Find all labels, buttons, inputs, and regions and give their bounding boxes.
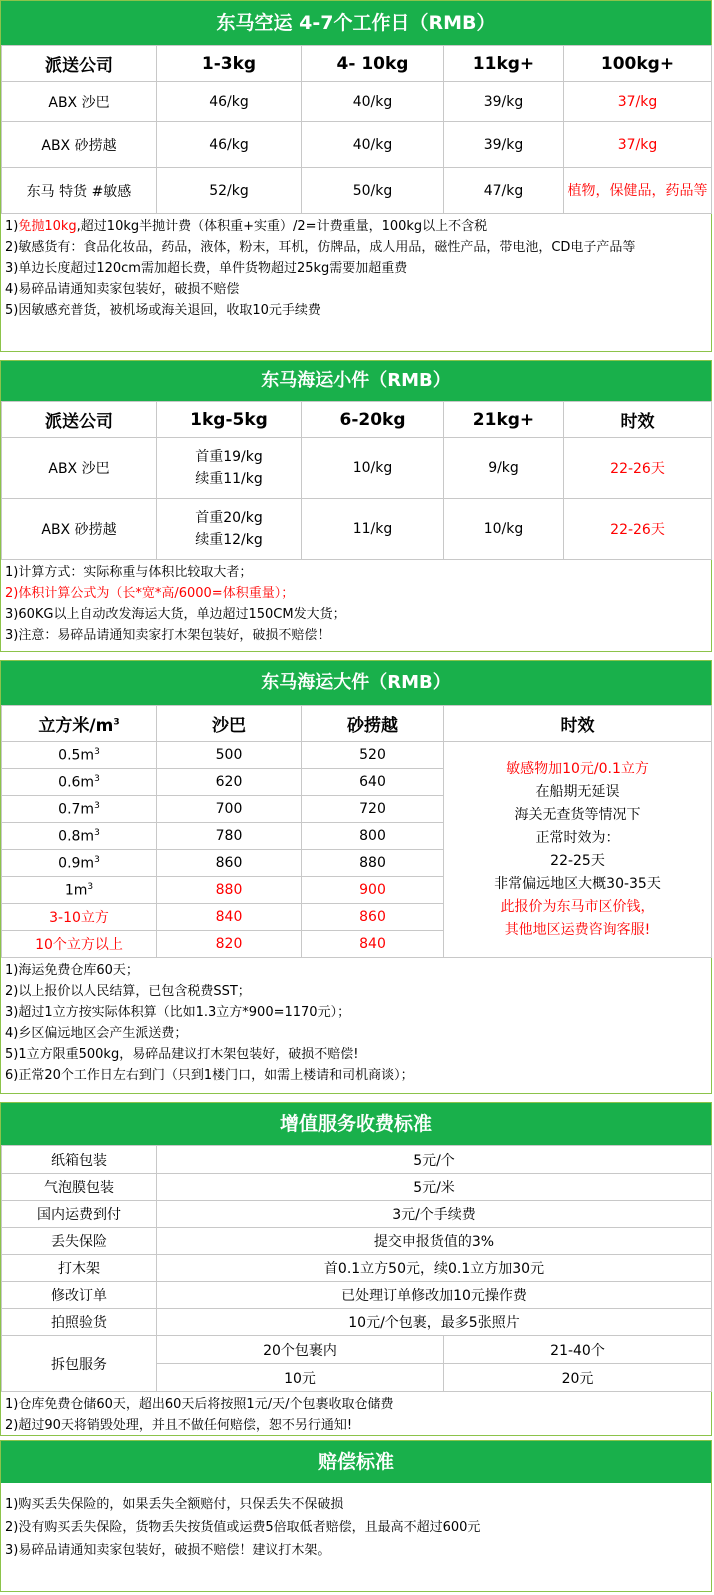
price-cell: 620 bbox=[157, 769, 302, 796]
note-line: 4)易碎品请通知卖家包装好，破损不赔偿 bbox=[5, 282, 240, 297]
time-cell: 22-26天 bbox=[564, 438, 712, 499]
split-tier-price: 20元 bbox=[444, 1364, 712, 1392]
table-row bbox=[2, 1146, 712, 1174]
price-cell: 800 bbox=[302, 823, 444, 850]
note-line: 4)乡区偏远地区会产生派送费； bbox=[5, 1026, 188, 1041]
price-cell: 640 bbox=[302, 769, 444, 796]
table-row bbox=[2, 1201, 712, 1228]
service-name: 气泡膜包装 bbox=[2, 1174, 157, 1201]
air-header-1-3kg: 1-3kg bbox=[157, 46, 302, 82]
weight-cell: 首重19/kg 续重11/kg bbox=[157, 438, 302, 499]
service-price: 5元/米 bbox=[157, 1174, 712, 1201]
note-line: 3)单边长度超过120cm需加超长费，单件货物超过25kg需要加超重费 bbox=[5, 261, 408, 276]
service-name: 拍照验货 bbox=[2, 1309, 157, 1336]
note-line: 3)易碎品请通知卖家包装好，破损不赔偿！建议打木架。 bbox=[5, 1543, 331, 1558]
service-price: 提交申报货值的3% bbox=[157, 1228, 712, 1255]
header-cell: 时效 bbox=[444, 706, 712, 742]
volume-cell: $0.9m^3$ bbox=[2, 850, 157, 877]
price-cell: 880 bbox=[157, 877, 302, 904]
air-price: 39/kg bbox=[444, 82, 564, 122]
table-row bbox=[2, 1228, 712, 1255]
air-header-row bbox=[2, 46, 712, 82]
sea-big-table bbox=[1, 705, 712, 958]
table-row bbox=[2, 168, 712, 214]
services-table bbox=[1, 1145, 712, 1392]
price-cell: 900 bbox=[302, 877, 444, 904]
header-cell: 砂捞越 bbox=[302, 706, 444, 742]
services-section bbox=[0, 1102, 712, 1436]
header-cell: 21kg+ bbox=[444, 402, 564, 438]
air-header-11kg: 11kg+ bbox=[444, 46, 564, 82]
air-title: 东马空运 4-7个工作日（RMB） bbox=[1, 1, 711, 45]
note-line: 5)1立方限重500kg，易碎品建议打木架包装好，破损不赔偿! bbox=[5, 1047, 359, 1062]
service-price: 5元/个 bbox=[157, 1146, 712, 1174]
table-row bbox=[2, 1336, 712, 1364]
air-notes bbox=[1, 214, 711, 323]
volume-cell: $0.5m^3$ bbox=[2, 742, 157, 769]
sea-small-header-row bbox=[2, 402, 712, 438]
compensation-notes bbox=[1, 1483, 711, 1564]
air-price: 46/kg bbox=[157, 82, 302, 122]
table-row bbox=[2, 122, 712, 168]
note-line: 2)以上报价以人民结算，已包含税费SST； bbox=[5, 984, 251, 999]
table-row bbox=[2, 1309, 712, 1336]
air-price: 52/kg bbox=[157, 168, 302, 214]
sea-small-title: 东马海运小件（RMB） bbox=[1, 361, 711, 401]
header-cell: 时效 bbox=[564, 402, 712, 438]
note-highlight: 免抛10kg bbox=[18, 219, 77, 234]
header-cell: 沙巴 bbox=[157, 706, 302, 742]
header-cell: 6-20kg bbox=[302, 402, 444, 438]
volume-cell: $0.8m^3$ bbox=[2, 823, 157, 850]
note-line: 2)敏感货有：食品化妆品，药品，液体，粉末，耳机，仿牌品，成人用品，磁性产品，带电池，CD电子产品等 bbox=[5, 240, 636, 255]
air-company: 东马 特货 #敏感 bbox=[2, 168, 157, 214]
price-cell: 500 bbox=[157, 742, 302, 769]
air-price: 47/kg bbox=[444, 168, 564, 214]
note-line: 1)购买丢失保险的，如果丢失全额赔付，只保丢失不保破损 bbox=[5, 1497, 344, 1512]
note-line: 3)60KG以上自动改发海运大货，单边超过150CM发大货； bbox=[5, 607, 346, 622]
sea-small-table bbox=[1, 401, 712, 560]
service-name: 打木架 bbox=[2, 1255, 157, 1282]
service-name: 国内运费到付 bbox=[2, 1201, 157, 1228]
service-price: 首0.1立方50元，续0.1立方加30元 bbox=[157, 1255, 712, 1282]
note-line: 3)超过1立方按实际体积算（比如1.3立方*900=1170元）； bbox=[5, 1005, 351, 1020]
service-price: 3元/个手续费 bbox=[157, 1201, 712, 1228]
price-cell: 11/kg bbox=[302, 499, 444, 560]
weight-cell: 首重20/kg 续重12/kg bbox=[157, 499, 302, 560]
note-line: 1)免抛10kg,超过10kg半抛计费（体积重+实重）/2=计费重量，100kg以上不含税 bbox=[5, 219, 488, 234]
note-line: 1)海运免费仓库60天； bbox=[5, 963, 139, 978]
service-name: 纸箱包装 bbox=[2, 1146, 157, 1174]
air-company: ABX 沙巴 bbox=[2, 82, 157, 122]
service-name: 拆包服务 bbox=[2, 1336, 157, 1392]
company-cell: ABX 沙巴 bbox=[2, 438, 157, 499]
price-cell: 780 bbox=[157, 823, 302, 850]
time-cell: 22-26天 bbox=[564, 499, 712, 560]
price-cell: 10/kg bbox=[302, 438, 444, 499]
header-cell: 1kg-5kg bbox=[157, 402, 302, 438]
price-cell: 520 bbox=[302, 742, 444, 769]
note-line: 2)体积计算公式为（长*宽*高/6000=体积重量）； bbox=[5, 586, 295, 601]
air-price: 40/kg bbox=[302, 122, 444, 168]
sea-big-notes bbox=[1, 958, 711, 1088]
services-notes bbox=[1, 1392, 711, 1438]
price-cell: 840 bbox=[302, 931, 444, 958]
price-cell: 700 bbox=[157, 796, 302, 823]
note-line: 1)计算方式：实际称重与体积比较取大者； bbox=[5, 565, 253, 580]
price-cell: 9/kg bbox=[444, 438, 564, 499]
air-section bbox=[0, 0, 712, 352]
split-tier-price: 10元 bbox=[157, 1364, 444, 1392]
header-cell: 立方米$/m^3$ bbox=[2, 706, 157, 742]
service-name: 丢失保险 bbox=[2, 1228, 157, 1255]
air-price: 46/kg bbox=[157, 122, 302, 168]
note-line: 3)注意：易碎品请通知卖家打木架包装好，破损不赔偿！ bbox=[5, 628, 331, 643]
volume-cell: $0.7m^3$ bbox=[2, 796, 157, 823]
price-cell: 860 bbox=[157, 850, 302, 877]
air-price: 40/kg bbox=[302, 82, 444, 122]
note-line: 2)没有购买丢失保险，货物丢失按货值或运费5倍取低者赔偿，且最高不超过600元 bbox=[5, 1520, 481, 1535]
air-table bbox=[1, 45, 712, 214]
price-cell: 720 bbox=[302, 796, 444, 823]
air-price: 50/kg bbox=[302, 168, 444, 214]
volume-cell: 10个立方以上 bbox=[2, 931, 157, 958]
air-header-4-10kg: 4- 10kg bbox=[302, 46, 444, 82]
air-header-100kg: 100kg+ bbox=[564, 46, 712, 82]
split-tier-header: 20个包裹内 bbox=[157, 1336, 444, 1364]
air-price: 39/kg bbox=[444, 122, 564, 168]
air-price: 37/kg bbox=[564, 82, 712, 122]
sea-small-notes bbox=[1, 560, 711, 648]
note-line: 6)正常20个工作日左右到门（只到1楼门口，如需上楼请和司机商谈）； bbox=[5, 1068, 414, 1083]
compensation-section bbox=[0, 1440, 712, 1592]
price-cell: 880 bbox=[302, 850, 444, 877]
note-line: 1)仓库免费仓储60天，超出60天后将按照1元/天/个包裹收取仓储费 bbox=[5, 1397, 394, 1412]
sea-big-time-cell: 敏感物加10元/0.1立方 在船期无延误 海关无查货等情况下 正常时效为： 22-25天 非常偏远地区大概30-35天 此报价为东马市区价钱， 其他地区运费咨询客服! bbox=[444, 742, 712, 958]
compensation-title: 赔偿标准 bbox=[1, 1441, 711, 1483]
sea-big-header-row bbox=[2, 706, 712, 742]
price-cell: 840 bbox=[157, 904, 302, 931]
split-tier-header: 21-40个 bbox=[444, 1336, 712, 1364]
service-price: 10元/个包裹，最多5张照片 bbox=[157, 1309, 712, 1336]
volume-cell: $0.6m^3$ bbox=[2, 769, 157, 796]
services-title: 增值服务收费标准 bbox=[1, 1103, 711, 1145]
volume-cell: $1m^3$ bbox=[2, 877, 157, 904]
air-header-company: 派送公司 bbox=[2, 46, 157, 82]
sea-big-section bbox=[0, 660, 712, 1094]
table-row bbox=[2, 438, 712, 499]
header-cell: 派送公司 bbox=[2, 402, 157, 438]
price-cell: 820 bbox=[157, 931, 302, 958]
service-name: 修改订单 bbox=[2, 1282, 157, 1309]
table-row bbox=[2, 742, 712, 769]
company-cell: ABX 砂捞越 bbox=[2, 499, 157, 560]
service-price: 已处理订单修改加10元操作费 bbox=[157, 1282, 712, 1309]
table-row bbox=[2, 1282, 712, 1309]
price-cell: 860 bbox=[302, 904, 444, 931]
volume-cell: 3-10立方 bbox=[2, 904, 157, 931]
table-row bbox=[2, 499, 712, 560]
sea-small-section bbox=[0, 360, 712, 652]
table-row bbox=[2, 1255, 712, 1282]
air-company: ABX 砂捞越 bbox=[2, 122, 157, 168]
air-price: 37/kg bbox=[564, 122, 712, 168]
note-line: 5)因敏感充普货，被机场或海关退回，收取10元手续费 bbox=[5, 303, 321, 318]
air-sensitive-note: 植物，保健品，药品等 bbox=[564, 168, 712, 214]
table-row bbox=[2, 1174, 712, 1201]
price-cell: 10/kg bbox=[444, 499, 564, 560]
note-line: 2)超过90天将销毁处理，并且不做任何赔偿，恕不另行通知! bbox=[5, 1418, 353, 1433]
sea-big-title: 东马海运大件（RMB） bbox=[1, 661, 711, 705]
table-row bbox=[2, 82, 712, 122]
